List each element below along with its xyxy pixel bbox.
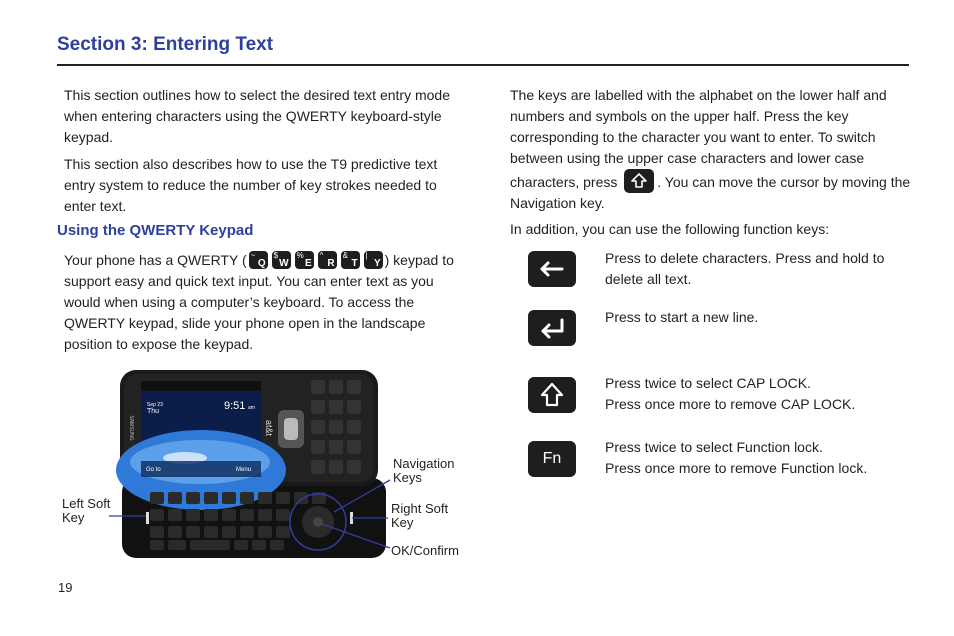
brand-label: SAMSUNG <box>128 415 134 441</box>
keycap-w-icon: $ W <box>273 251 289 269</box>
keycap-e-icon: % E <box>296 251 312 269</box>
caption-right-soft-key: Right Soft Key <box>391 501 449 530</box>
shift-icon <box>528 377 576 413</box>
screen-ampm: am <box>248 405 255 411</box>
carrier-logo: at&t <box>264 419 274 437</box>
fn-description <box>605 437 905 479</box>
backspace-description: Press to delete characters. Press and hold to delete all text. <box>605 250 885 287</box>
right-paragraph-1-end: . You can move the cursor by moving the Navigation key. <box>510 174 911 211</box>
right-paragraph-1-start: The keys are labelled with the alphabet on the lower half and numbers and symbols on the upper half. Press the key corresponding to the character you want to enter. To switch between using the upper case characters and lower case characters, press <box>510 87 887 190</box>
subheading-qwerty: Using the QWERTY Keypad <box>57 222 254 239</box>
fn-description-line1: Press twice to select Function lock. <box>605 439 823 455</box>
section-title: Section 3: Entering Text <box>57 34 274 55</box>
right-paragraph-1 <box>510 85 914 214</box>
qwerty-paragraph-start: Your phone has a QWERTY ( <box>64 252 247 268</box>
caption-left-soft-key: Left Soft Key <box>62 496 111 525</box>
shift-inline-icon <box>624 169 654 193</box>
left-soft-key-mark <box>146 512 149 524</box>
keycap-t-icon: & T <box>342 251 358 269</box>
fn-description-line2: Press once more to remove Function lock. <box>605 460 868 476</box>
keycap-q-icon: ~ Q <box>250 251 266 269</box>
shift-description <box>605 373 905 415</box>
screen-softkey-right: Menu <box>236 467 252 473</box>
screen-day: Thu <box>147 408 160 415</box>
backspace-icon <box>528 251 576 287</box>
fn-key-label: Fn <box>542 450 562 467</box>
fn-icon <box>528 441 576 477</box>
enter-icon <box>528 310 576 346</box>
enter-description: Press to start a new line. <box>605 309 759 325</box>
screen-time: 9:51 <box>224 400 246 412</box>
intro-paragraph-1: This section outlines how to select the desired text entry mode when entering characters using the QWERTY keyboard-style keypad. <box>64 87 450 145</box>
keycap-y-icon: | Y <box>365 251 381 269</box>
caption-ok-confirm: OK/Confirm <box>391 543 459 558</box>
qwerty-paragraph-end: ) keypad to support easy and quick text input. You can enter text as you would when using a computer’s keyboard. To access the QWERTY keypad, slide your phone open in the landscape position to expose the keypad. <box>64 252 454 352</box>
shift-description-line1: Press twice to select CAP LOCK. <box>605 375 811 391</box>
keycap-r-icon: ^ R <box>319 251 335 269</box>
intro-paragraph-2: This section also describes how to use the T9 predictive text entry system to reduce the number of key strokes needed to enter text. <box>64 156 438 214</box>
screen-date: Sep 23 <box>147 402 163 408</box>
shift-description-line2: Press once more to remove CAP LOCK. <box>605 396 856 412</box>
page-number: 19 <box>58 580 73 595</box>
caption-navigation-keys: Navigation Keys <box>393 456 455 485</box>
right-paragraph-2: In addition, you can use the following function keys: <box>510 221 830 237</box>
screen-softkey-left: Go to <box>146 467 161 473</box>
